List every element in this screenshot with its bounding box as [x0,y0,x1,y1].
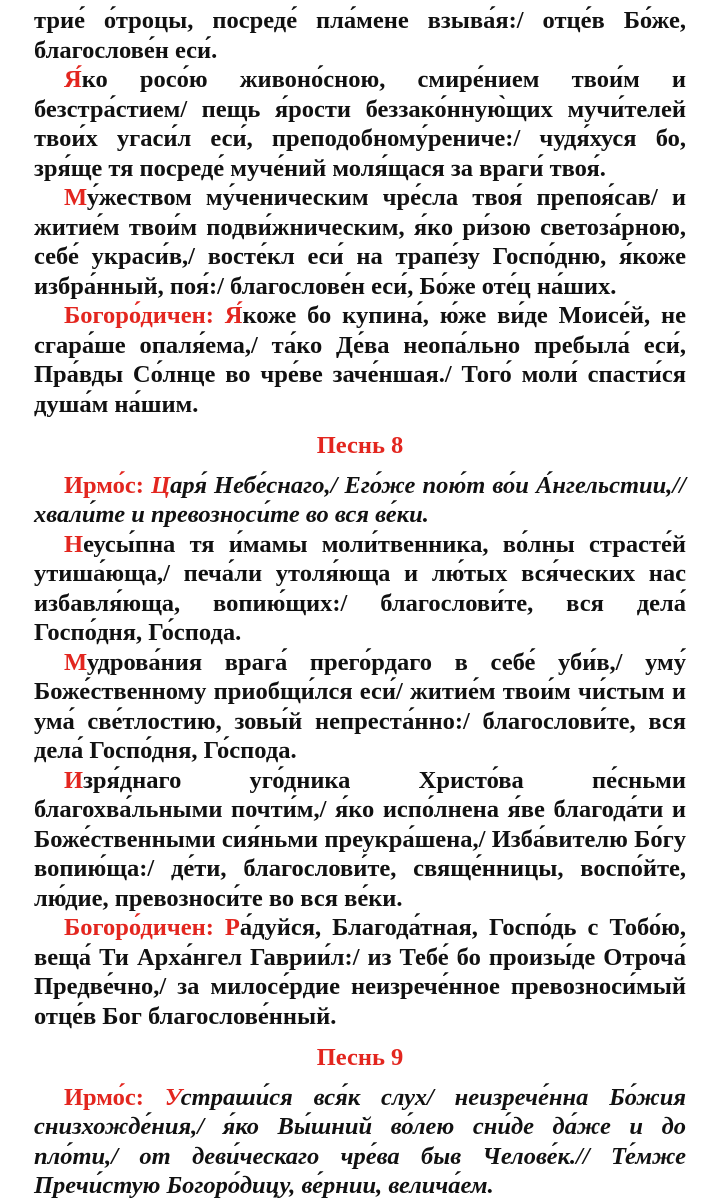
troparion [34,648,686,766]
irmos-text: страши́ся вся́к слух/ неизрече́нна Бо́жия снизхожде́ния,/ я́ко Вы́шний во́лею сни́де да́же и до пло́ти,/ от деви́ческаго чре́ва быв Челове́к.// Те́мже Пречи́стую Богоро́дицу, ве́рнии, велича́ем. [34,1083,686,1199]
theotokion-label: Богоро́дичен: [64,914,225,941]
verse-text: трие́ о́троцы, посреде́ пла́мене взыва́я:/ отце́в Бо́же, благослове́н еси́. [34,7,686,64]
initial-letter: Я́ [224,302,243,329]
verse-text: а́дуйся, Благода́тная, Госпо́дь с Тобо́ю, веща́ Ти Арха́нгел Гаврии́л:/ из Тебе́ бо произы́де Отроча́ Предве́чно,/ за милосе́рдие неизрече́нное превозноси́мый отце́в Бог благослове́нный. [34,914,686,1030]
ode-heading: Песнь 8 [316,432,404,459]
initial-letter: Р [224,914,240,941]
initial-letter: Ц [151,471,171,499]
continued-verse [34,6,686,65]
verse-text: зря́днаго уго́дника Христо́ва пе́сньми благохва́льными почти́м,/ я́ко испо́лнена я́ве благода́ти и Боже́ственными сия́ньми преукра́шена,/ Изба́вителю Бо́гу вопию́ща:/ де́ти, благослови́те, свяще́нницы, воспо́йте, лю́дие, превозноси́те во вся ве́ки. [34,766,686,912]
initial-letter: Н [64,530,84,558]
verse-text: ко росо́ю живоно́сною, смире́нием твои́м и безстра́стием/ пещь я́рости беззако́нную̀щих мучи́телей твои́х угаси́л еси́, преподобному́рениче:/ чудя́хуся бо, зря́ще тя посреде́ муче́ний моля́щася за враги́ твоя́. [34,66,686,182]
verse-text: у́жеством му́ченическим чре́сла твоя́ препоя́сав/ и житие́м твои́м подви́жническим, я́ко ри́зою светоза́рною, себе́ украси́в,/ восте́кл еси́ на трапе́зу Госпо́дню, я́коже избра́нный, поя́:/ благослове́н еси́, Бо́же оте́ц на́ших. [34,184,686,300]
ode-heading: Песнь 9 [316,1044,404,1071]
troparion [34,766,686,914]
troparion [34,530,686,648]
initial-letter: М [64,184,87,211]
irmos-text: аря́ Небе́снаго,/ Его́же пою́т во́и А́нгельстии,// хвали́те и превозноси́те во вся ве́ки. [34,471,686,528]
initial-letter: Я́ [64,66,82,93]
initial-letter: У [164,1083,181,1111]
irmos [34,1083,686,1201]
verse-text: еусы́пна тя и́мамы моли́твенника, во́лны страсте́й утиша́юща,/ печа́ли утоля́юща и лю́тых вся́ческих нас избавля́юща, вопию́щих:/ благослови́те, вся дела́ Госпо́дня, Го́спода. [34,530,686,646]
irmos-label: Ирмо́с: [64,471,152,499]
irmos-label: Ирмо́с: [64,1083,165,1111]
theotokion [34,301,686,419]
initial-letter: М [64,648,87,676]
troparion [34,65,686,183]
irmos [34,471,686,530]
theotokion-label: Богоро́дичен: [64,302,225,329]
verse-text: удрова́ния врага́ прего́рдаго в себе́ уби́в,/ уму́ Боже́ственному приобщи́лся еси́/ житие́м твои́м чи́стым и ума́ све́тлостию, зовы́й непреста́нно:/ благослови́те, вся дела́ Госпо́дня, Го́спода. [34,648,686,764]
verse-text: коже бо купина́, ю́же ви́де Моисе́й, не сгара́ше опаля́ема,/ та́ко Де́ва неопа́льно пребыла́ еси́, Пра́вды Со́лнце во чре́ве заче́ншая./ Того́ моли́ спасти́ся душа́м на́шим. [34,302,686,418]
theotokion [34,913,686,1031]
initial-letter: И [64,766,84,794]
troparion [34,183,686,301]
